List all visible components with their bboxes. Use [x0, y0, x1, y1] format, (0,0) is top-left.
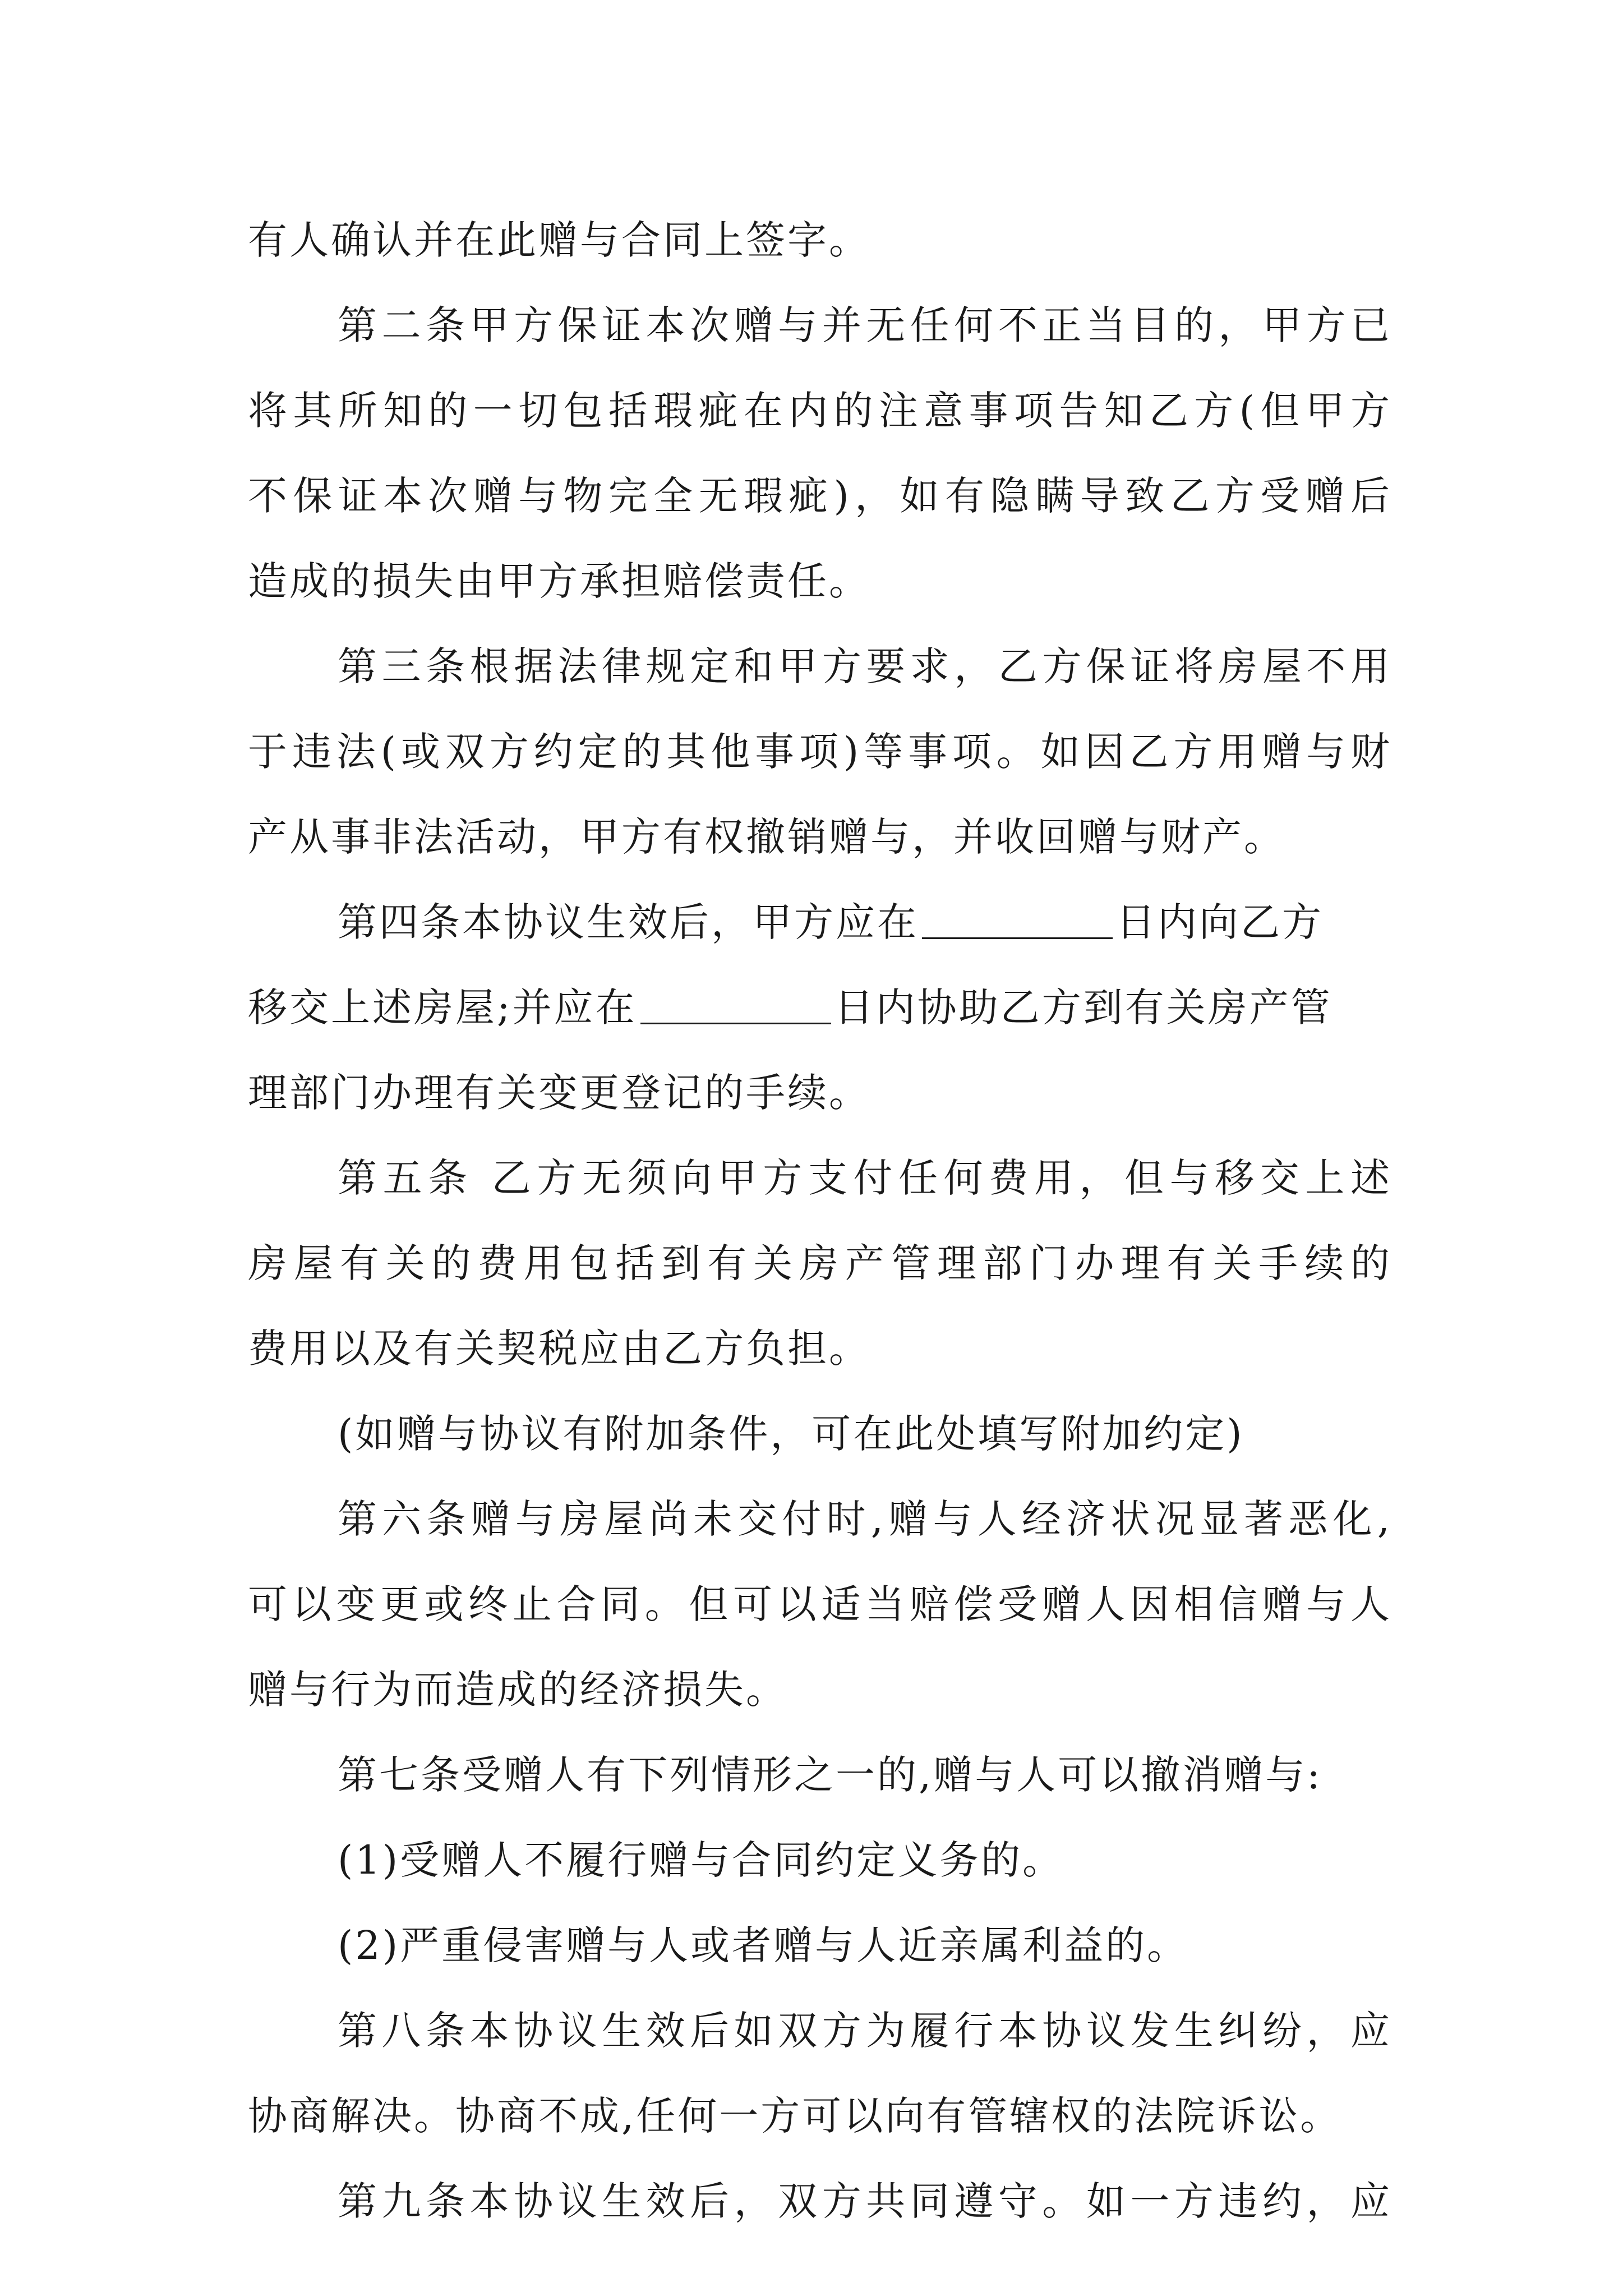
text-segment: 移交上述房屋;并应在 — [248, 984, 637, 1030]
text-line: 第七条受赠人有下列情形之一的,赠与人可以撤消赠与: — [338, 1752, 1322, 1798]
text-line: 第五条 乙方无须向甲方支付任何费用，但与移交上述 — [338, 1155, 1392, 1201]
text-line: 第九条本协议生效后，双方共同遵守。如一方违约，应 — [338, 2178, 1392, 2224]
fill-in-blank[interactable] — [640, 983, 831, 1024]
text-line: 赠与行为而造成的经济损失。 — [248, 1667, 787, 1713]
text-line: 理部门办理有关变更登记的手续。 — [248, 1070, 870, 1116]
text-line: 协商解决。协商不成,任何一方可以向有管辖权的法院诉讼。 — [248, 2093, 1342, 2139]
text-line: 费用以及有关契税应由乙方负担。 — [248, 1326, 870, 1372]
text-line: 于违法(或双方约定的其他事项)等事项。如因乙方用赠与财 — [248, 729, 1392, 775]
text-line: 有人确认并在此赠与合同上签字。 — [248, 217, 870, 263]
text-line: 第二条甲方保证本次赠与并无任何不正当目的，甲方已 — [338, 302, 1392, 348]
text-line: (2)严重侵害赠与人或者赠与人近亲属利益的。 — [338, 1922, 1189, 1968]
text-line: 第三条根据法律规定和甲方要求，乙方保证将房屋不用 — [338, 643, 1392, 689]
text-line: 可以变更或终止合同。但可以适当赔偿受赠人因相信赠与人 — [248, 1581, 1392, 1627]
text-line: 造成的损失由甲方承担赔偿责任。 — [248, 558, 870, 604]
text-line: 不保证本次赠与物完全无瑕疵)，如有隐瞒导致乙方受赠后 — [248, 473, 1392, 519]
text-segment: 第四条本协议生效后，甲方应在 — [338, 899, 919, 945]
text-line: 第六条赠与房屋尚未交付时,赠与人经济状况显著恶化, — [338, 1496, 1392, 1542]
text-line — [248, 974, 1392, 1041]
text-line: (1)受赠人不履行赠与合同约定义务的。 — [338, 1837, 1064, 1883]
text-line: 第八条本协议生效后如双方为履行本协议发生纠纷，应 — [338, 2008, 1392, 2054]
text-line: 产从事非法活动，甲方有权撤销赠与，并收回赠与财产。 — [248, 814, 1285, 860]
text-line: (如赠与协议有附加条件，可在此处填写附加约定) — [338, 1411, 1244, 1457]
fill-in-blank[interactable] — [922, 898, 1113, 939]
text-segment: 日内向乙方 — [1116, 899, 1324, 945]
text-line — [338, 889, 1392, 956]
text-line: 将其所知的一切包括瑕疵在内的注意事项告知乙方(但甲方 — [248, 388, 1392, 434]
text-line: 房屋有关的费用包括到有关房产管理部门办理有关手续的 — [248, 1240, 1392, 1286]
text-segment: 日内协助乙方到有关房产管 — [834, 984, 1332, 1030]
